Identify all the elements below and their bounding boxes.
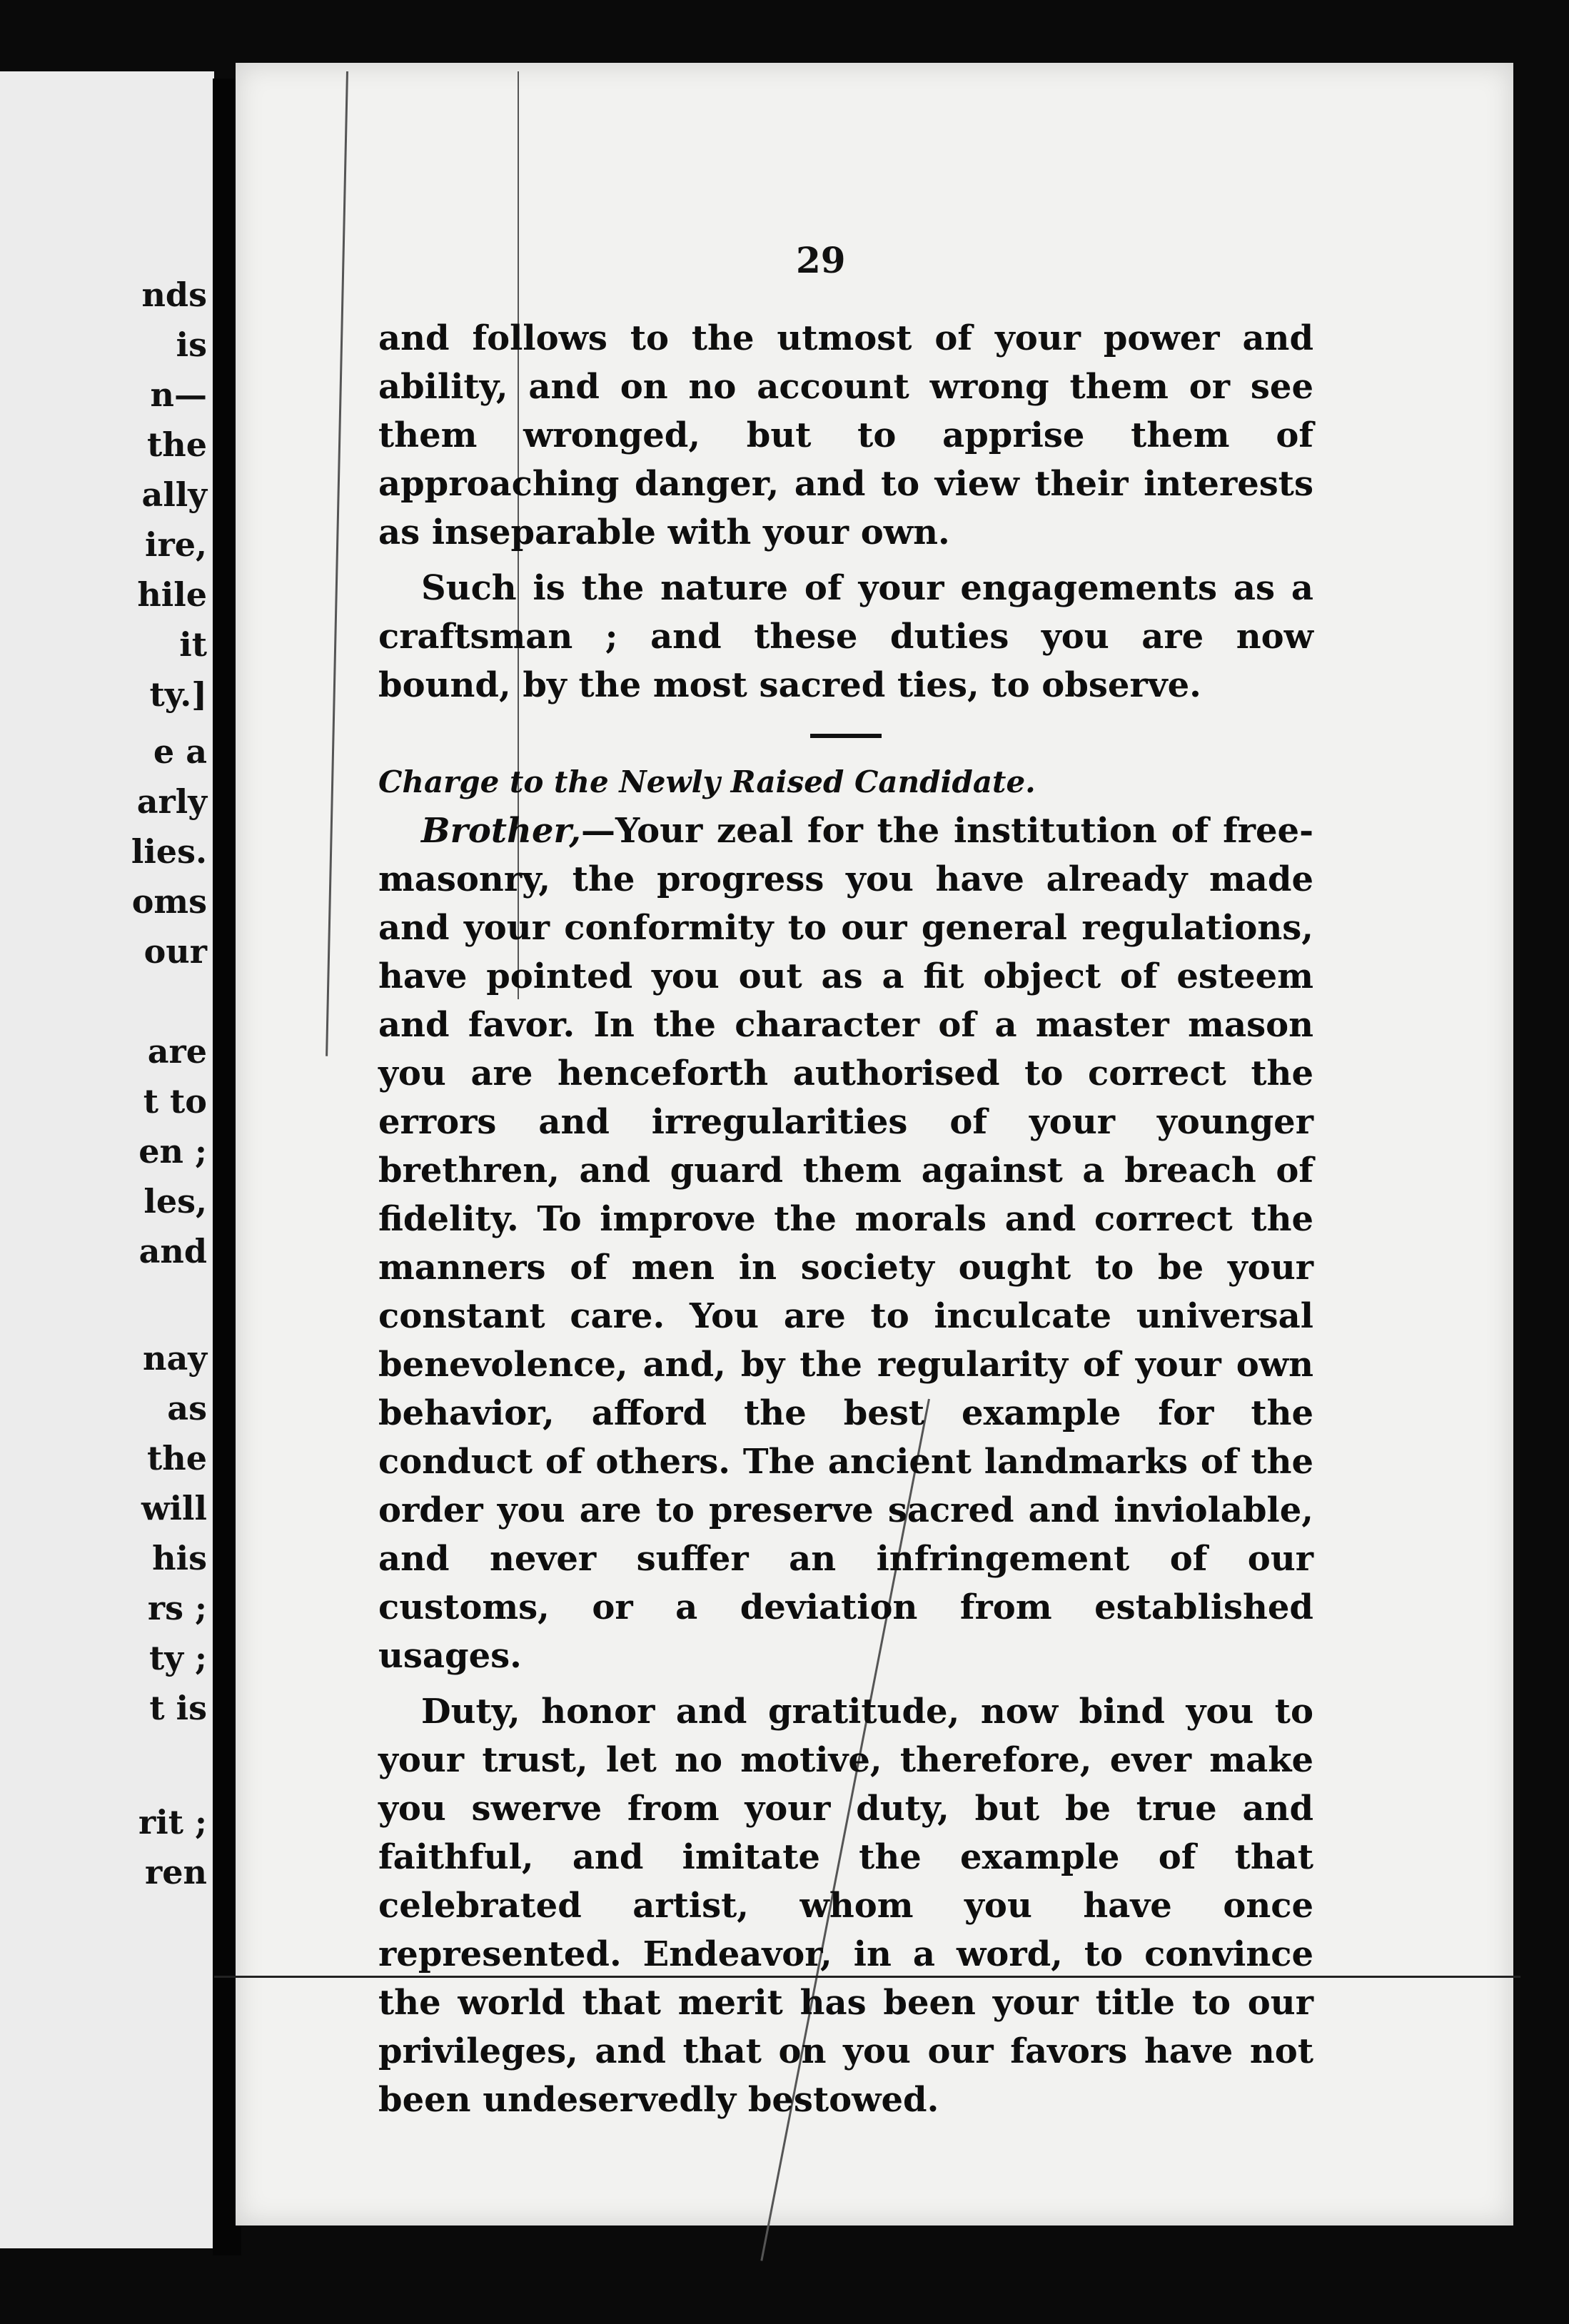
left-page-fragment: t to [143, 1082, 207, 1121]
page-number: 29 [796, 239, 846, 281]
paragraph-continued: and follows to the utmost of your power and ability, and on no account wrong them or see them wronged, but to apprise them of approaching danger, and to view their interests as inseparable with your own. [378, 318, 1313, 552]
left-page-fragment: n— [150, 375, 207, 414]
paragraph-craftsman: Such is the nature of your engagements as a craftsman ; and these duties you are now bound, by the most sacred ties, to observe. [378, 568, 1313, 705]
left-page-fragment: the [147, 425, 207, 464]
left-page-fragment: are [147, 1032, 207, 1071]
left-page-fragment: e a [153, 732, 207, 771]
left-page-fragment: will [141, 1489, 207, 1527]
paragraph-charge-text: —Your zeal for the institution of free-masonry, the progress you have already made and your conformity to our general regulations, have pointed you out as a fit object of esteem and favor. In the character of a master mason you are henceforth authorised to correct the errors and irregularities of your younger brethren, and guard them against a breach of fidelity. To improve the morals and correct the manners of men in society ought to be your constant care. You are to inculcate universal benevolence, and, by the regularity of your own behavior, afford the best example for the conduct of others. The ancient landmarks of the order you are to preserve sacred and inviolable, and never suffer an infringement of our customs, or a deviation from established usages. [378, 811, 1313, 1676]
paragraph-charge [378, 807, 1313, 1680]
left-page-fragment: arly [136, 782, 207, 821]
left-page-fragment: it [179, 625, 207, 664]
salutation: Brother, [421, 811, 581, 851]
section-heading: Charge to the Newly Raised Candidate. [378, 764, 1036, 799]
left-page-fragment: ally [141, 475, 207, 514]
left-page-fragment: oms [131, 882, 207, 921]
left-page-fragment: en ; [138, 1132, 207, 1171]
left-page-fragment: as [167, 1389, 207, 1428]
left-page-fragment: nay [143, 1339, 207, 1378]
section-divider [810, 734, 882, 738]
left-page-fragment: his [152, 1539, 207, 1577]
paragraph-duty: Duty, honor and gratitude, now bind you to your trust, let no motive, therefore, ever make you swerve from your duty, but be true and faithful, and imitate the example of that celebrated artist, whom you have once represented. Endeavor, in a word, to convince the world that merit has been your title to our privileges, and that on you our favors have not been undeservedly bestowed. [378, 1692, 1313, 2120]
left-page-fragment: ren [145, 1853, 207, 1891]
left-page-fragment: ty ; [149, 1639, 207, 1677]
page-body [378, 314, 1313, 2124]
left-page-fragment: and [138, 1232, 207, 1270]
left-page-fragment: t is [149, 1689, 207, 1727]
left-page-fragment: hile [137, 575, 207, 614]
left-page-fragment: rs ; [147, 1589, 207, 1627]
left-page-fragment: our [143, 932, 207, 971]
left-page-fragment: les, [143, 1182, 207, 1221]
left-page-fragment: ire, [145, 525, 207, 564]
left-page-fragment: lies. [131, 832, 207, 871]
page-bottom-rule [214, 1976, 1520, 1978]
left-page-fragment: ty.] [149, 675, 207, 714]
left-page-fragment: is [176, 325, 207, 364]
left-page-fragment: the [147, 1439, 207, 1477]
left-page-fragment: rit ; [138, 1803, 207, 1841]
previous-page-fragment [0, 71, 214, 2248]
left-page-fragment: nds [141, 276, 207, 314]
